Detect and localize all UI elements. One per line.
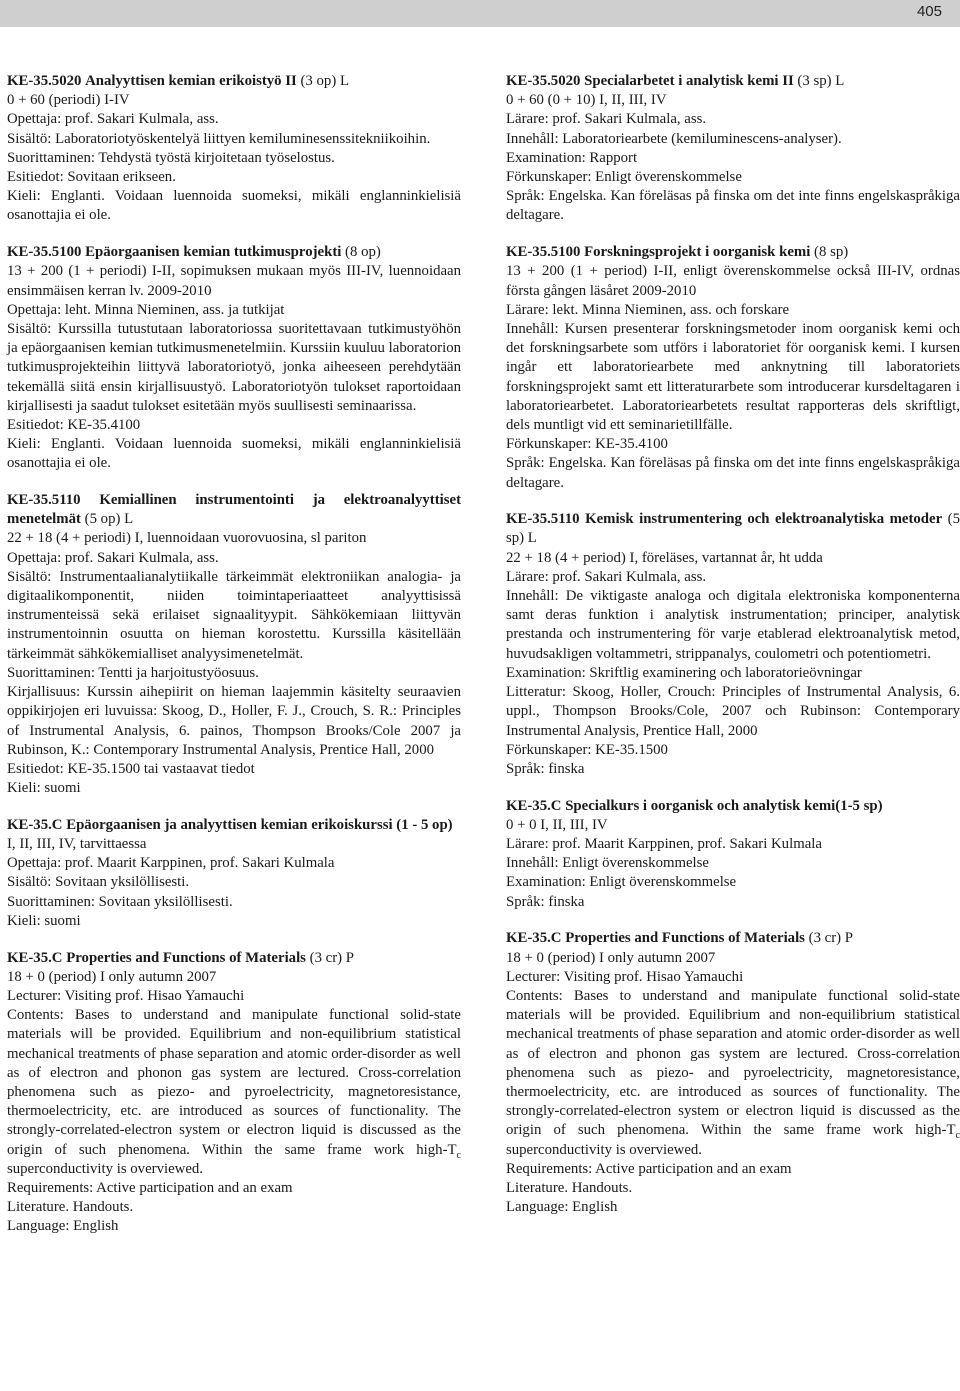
course-code: KE-35.5020 [506,73,581,89]
course-title: Epäorgaanisen kemian tutkimusprojekti [85,244,342,261]
course-entry [506,929,960,1217]
course-detail-line: 13 + 200 (1 + period) I-II, enligt överenskommelse också III-IV, ordnas första gången läsåret 2009-2010 [506,263,960,299]
course-heading [506,243,960,262]
course-detail-line: 13 + 200 (1 + periodi) I-II, sopimuksen mukaan myös III-IV, luennoidaan ensimmäisen kerran lv. 2009-2010 [7,263,461,299]
course-credits: (3 sp) L [793,73,845,89]
left-column [7,72,461,1254]
course-detail-line: Språk: finska [506,760,585,777]
course-detail-line: 0 + 0 I, II, III, IV [506,816,608,833]
course-title: Epäorgaanisen ja analyyttisen kemian erikoiskurssi (1 - 5 op) [66,816,453,833]
course-detail-line: Sisältö: Instrumentaalianalytiikalle tärkeimmät elektroniikan analogia- ja digitaalikomponentit, niiden toimintaperiaatteet analyyttisissä instrumenteissä sekä erilaiset signaalityypit. Sähkökemiaan liittyvän instrumentoinnin osuutta on hieman korostettu. Kurssilla käsitellään tärkeimmät sähkökemialliset analyysimenetelmät. [7,568,461,662]
course-credits: (3 cr) P [305,949,355,966]
course-code: KE-35.C [7,816,63,833]
course-detail-line: Examination: Skriftlig examinering och laboratorieövningar [506,664,862,681]
course-detail-line: Examination: Enligt överenskommelse [506,874,737,891]
course-detail-line: Sisältö: Laboratoriotyöskentelyä liittyen kemiluminesenssitekniikoihin. [7,130,431,147]
course-credits: (5 sp) L [506,511,960,547]
course-detail-line: Förkunskaper: Enligt överenskommelse [506,169,742,186]
course-detail-line: Innehåll: Kursen presenterar forskningsmetoder inom oorganisk kemi och det forskningsarbete som utförs i laboratoriet för oorganisk kemi. I kursen ingår ett laboratoriearbete med anknytning till laboratoriets forskningsprojekt samt ett litteraturarbete som introducerar kursdeltagaren i laboratoriearbetet. Laboratoriearbetets resultat rapporteras dels skriftligt, dels muntligt vid ett seminarietillfälle. [506,320,960,433]
page-header-bar [0,0,960,27]
course-title: Kemisk instrumentering och elektroanalytiska metoder [585,511,943,528]
course-detail-line: Kieli: suomi [7,912,81,929]
course-credits: (3 op) L [296,73,349,89]
course-entry [7,949,461,1237]
course-heading [506,510,960,548]
course-heading [7,816,461,835]
course-code: KE-35.C [506,797,562,814]
course-heading [7,72,461,91]
course-code: KE-35.C [7,949,63,966]
course-detail-line: Language: English [7,1218,119,1235]
course-detail-line: 0 + 60 (periodi) I-IV [7,92,130,109]
course-heading [506,929,960,948]
course-detail-line: Kirjallisuus: Kurssin aihepiirit on hieman laajemmin käsitelty seuraavien oppikirjojen eri luvuissa: Skoog, D., Holler, F. J., Crouch, S. R.: Principles of Instrumental Analysis, 6. painos, Thompson Brooks/Cole 2007 ja Rubinson, K.: Contemporary Instrumental Analysis, Prentice Hall, 2000 [7,684,461,758]
course-detail-line: 18 + 0 (period) I only autumn 2007 [506,949,716,966]
course-detail-line: Suorittaminen: Sovitaan yksilöllisesti. [7,893,233,910]
course-detail-line: Lecturer: Visiting prof. Hisao Yamauchi [7,987,245,1004]
course-code: KE-35.5110 [7,492,81,509]
course-heading [7,491,461,529]
course-code: KE-35.C [506,930,562,947]
course-detail-line: Examination: Rapport [506,149,638,166]
course-detail-line: Kieli: suomi [7,780,81,797]
course-entry [7,491,461,798]
course-title: Properties and Functions of Materials [66,949,306,966]
course-detail-line: 22 + 18 (4 + periodi) I, luennoidaan vuorovuosina, sl pariton [7,530,367,547]
course-detail-line: Lärare: lekt. Minna Nieminen, ass. och forskare [506,301,790,318]
course-entry [506,510,960,779]
course-detail-line: Opettaja: prof. Sakari Kulmala, ass. [7,111,219,128]
course-detail-line: Language: English [506,1199,618,1216]
course-detail-line: Esitiedot: KE-35.1500 tai vastaavat tiedot [7,760,255,777]
course-detail-line: Språk: Engelska. Kan föreläsas på finska om det inte finns engelskaspråkiga deltagare. [506,455,960,491]
course-credits: (3 cr) P [804,930,854,947]
course-detail-line: Opettaja: prof. Sakari Kulmala, ass. [7,549,219,566]
course-detail-line: Kieli: Englanti. Voidaan luennoida suomeksi, mikäli englanninkielisiä osanottajia ei ole. [7,436,461,472]
subscript-c: c [456,1149,461,1161]
course-detail-line: Sisältö: Kurssilla tutustutaan laboratoriossa suoritettavaan tutkimustyöhön ja epäorgaanisen kemian tutkimusmenetelmiin. Kurssiin kuuluu laboratorion tutkimusprojekteihin liittyvä laboratoriotyö, jonka aiheeseen perehdytään tekemällä siitä ensin kirjallisuustyö. Laboratoriotyön tulokset raportoidaan kirjallisesti ja saadut tulokset esitetään myös suullisesti seminaarissa. [7,320,461,414]
course-title: Forskningsprojekt i oorganisk kemi [584,244,811,261]
course-detail-line: Suorittaminen: Tentti ja harjoitustyöosuus. [7,664,259,681]
course-heading [7,949,461,968]
course-heading [7,243,461,262]
course-detail-line: Innehåll: Enligt överenskommelse [506,855,709,872]
course-detail-line: Opettaja: leht. Minna Nieminen, ass. ja tutkijat [7,301,285,318]
course-detail-line: 18 + 0 (period) I only autumn 2007 [7,968,217,985]
course-entry [7,72,461,226]
course-detail-line: Literature. Handouts. [7,1199,134,1216]
course-title: Specialkurs i oorganisk och analytisk kemi(1-5 sp) [565,797,883,814]
course-entry [506,72,960,226]
course-detail-line: Sisältö: Sovitaan yksilöllisesti. [7,874,190,891]
course-heading [506,72,960,91]
course-detail-line: Esitiedot: KE-35.4100 [7,416,141,433]
course-detail-line: Contents: Bases to understand and manipulate functional solid-state materials will be provided. Equilibrium and non-equilibrium statistical mechanical treatments of phase separation and atomic order-disorder as well as of electron and phonon gas system are lectured. Cross-correlation phenomena such as piezo- and pyroelectricity, magnetoresistance, thermoelectricity, etc. are introduced as sources of functionality. The strongly-correlated-electron system or electron liquid is discussed as the origin of such phenomena. Within the same frame work high-$T_c$ superconductivity is overviewed. [7,1007,461,1177]
page-number: 405 [916,3,942,20]
course-credits: (8 op) [341,244,381,261]
course-detail-line: Innehåll: Laboratoriearbete (kemiluminescens-analyser). [506,130,842,147]
course-detail-line: Esitiedot: Sovitaan erikseen. [7,169,176,186]
course-credits: (8 sp) [810,244,849,261]
course-heading [506,797,960,816]
course-detail-line: Lärare: prof. Sakari Kulmala, ass. [506,568,707,585]
course-code: KE-35.5110 [506,511,580,528]
course-entry [506,797,960,912]
course-detail-line: Språk: finska [506,893,585,910]
course-detail-line: Lecturer: Visiting prof. Hisao Yamauchi [506,968,744,985]
course-credits: (5 op) L [80,511,134,528]
course-code: KE-35.5020 [7,73,82,89]
course-detail-line: Literature. Handouts. [506,1179,633,1196]
course-entry [7,816,461,931]
course-detail-line: Förkunskaper: KE-35.1500 [506,741,668,758]
course-entry [506,243,960,493]
subscript-c: c [955,1130,960,1142]
course-code: KE-35.5100 [506,244,581,261]
course-entry [7,243,461,473]
course-detail-line: Förkunskaper: KE-35.4100 [506,436,668,453]
course-detail-line: Litteratur: Skoog, Holler, Crouch: Principles of Instrumental Analysis, 6. uppl., Thompson Brooks/Cole, 2007 och Rubinson: Contemporary Instrumental Analysis, Prentice Hall, 2000 [506,684,960,739]
course-title: Specialarbetet i analytisk kemi II [584,73,794,89]
course-detail-line: 22 + 18 (4 + period) I, föreläses, vartannat år, ht udda [506,549,823,566]
course-title: Kemiallinen instrumentointi ja elektroanalyyttiset menetelmät [7,492,461,528]
course-detail-line: Requirements: Active participation and an exam [506,1160,792,1177]
course-detail-line: Lärare: prof. Sakari Kulmala, ass. [506,111,707,128]
course-title: Analyyttisen kemian erikoistyö II [85,73,297,89]
course-detail-line: Requirements: Active participation and an exam [7,1179,293,1196]
course-detail-line: Contents: Bases to understand and manipulate functional solid-state materials will be provided. Equilibrium and non-equilibrium statistical mechanical treatments of phase separation and atomic order-disorder as well as of electron and phonon gas system are lectured. Cross-correlation phenomena such as piezo- and pyroelectricity, magnetoresistance, thermoelectricity, etc. are introduced as sources of functionality. The strongly-correlated-electron system or electron liquid is discussed as the origin of such phenomena. Within the same frame work high-$T_c$ superconductivity is overviewed. [506,987,960,1158]
course-detail-line: Språk: Engelska. Kan föreläsas på finska om det inte finns engelskaspråkiga deltagare. [506,188,960,224]
course-detail-line: 0 + 60 (0 + 10) I, II, III, IV [506,92,667,109]
course-code: KE-35.5100 [7,244,82,261]
right-column [506,72,960,1235]
course-detail-line: Lärare: prof. Maarit Karppinen, prof. Sakari Kulmala [506,836,822,853]
course-detail-line: Innehåll: De viktigaste analoga och digitala elektroniska komponenterna samt deras funktion i analytisk instrumentation; principer, analytisk prestanda och instrumentering för varje etablerad elektroanalytisk metod, huvudsakligen voltammetri, strippanalys, coulometri och potentiometri. [506,588,960,662]
course-detail-line: I, II, III, IV, tarvittaessa [7,836,147,853]
course-detail-line: Kieli: Englanti. Voidaan luennoida suomeksi, mikäli englanninkielisiä osanottajia ei ole. [7,188,461,224]
course-title: Properties and Functions of Materials [565,930,805,947]
course-detail-line: Suorittaminen: Tehdystä työstä kirjoitetaan työselostus. [7,149,335,166]
course-detail-line: Opettaja: prof. Maarit Karppinen, prof. Sakari Kulmala [7,855,335,872]
